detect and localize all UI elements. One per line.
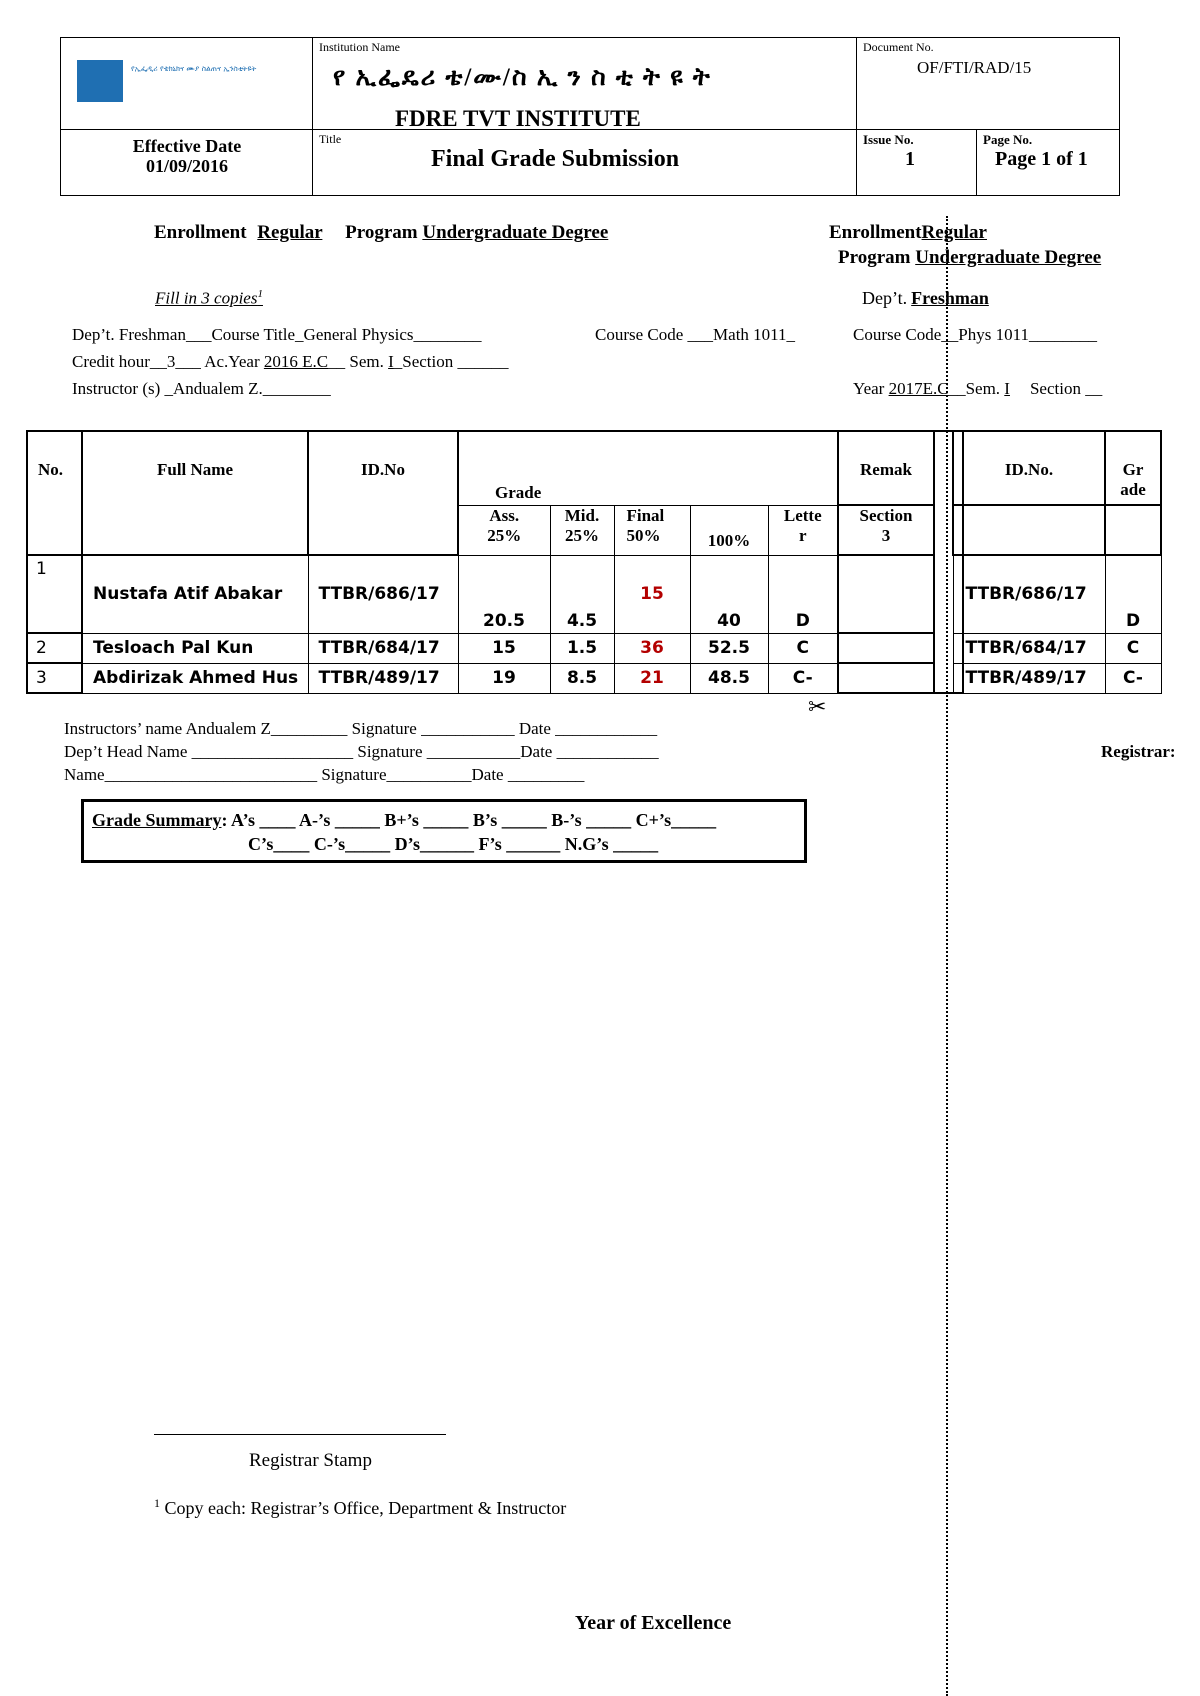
page-no: Page 1 of 1	[995, 148, 1088, 170]
copy-row-id: TTBR/489/17	[953, 663, 1105, 693]
right-year-prefix: Year	[853, 379, 889, 398]
summary-line-1-text: : A’s ____ A-’s _____ B+’s _____ B’s _____ B-’s _____ C+’s_____	[221, 810, 717, 830]
instructor-signature-line: Instructors’ name Andualem Z_________ Signature ___________ Date ____________	[64, 719, 658, 738]
row-final: 21	[614, 663, 690, 693]
copy-blank	[953, 505, 1105, 555]
section-label-a: Section	[859, 506, 913, 525]
institution-cell	[313, 38, 857, 130]
right-enrollment-line	[829, 222, 987, 244]
page-cell	[977, 130, 1119, 195]
copy-row-id: TTBR/686/17	[953, 555, 1105, 633]
row-no: 1	[27, 555, 82, 633]
row-mid: 1.5	[550, 633, 614, 663]
ac-year: 2016 E.C	[263, 352, 329, 371]
copy-row	[953, 555, 1161, 633]
title-label: Title	[319, 132, 342, 146]
col-ass-header	[458, 505, 550, 555]
right-enrollment-label: Enrollment	[829, 222, 922, 243]
stamp-line	[154, 1434, 446, 1435]
letter-label-b: r	[798, 525, 807, 545]
row-mid: 4.5	[550, 555, 614, 633]
row-id: TTBR/684/17	[308, 633, 458, 663]
dept-course-line: Dep’t. Freshman___Course Title_General Physics________	[72, 325, 482, 344]
right-program-value: Undergraduate Degree	[915, 247, 1102, 268]
copy-id-header: ID.No.	[953, 431, 1105, 505]
right-sem: I	[1004, 379, 1010, 398]
logo-cell	[61, 38, 313, 130]
institution-english: FDRE TVT INSTITUTE	[395, 106, 641, 128]
copy-row-grade: C-	[1105, 663, 1161, 693]
fill-copies-note	[155, 288, 263, 309]
table-row	[27, 555, 963, 633]
col-no-header: No.	[27, 431, 82, 555]
col-grade-header: Grade	[458, 431, 838, 505]
summary-line-2: C’s____ C-’s_____ D’s______ F’s ______ N.G’s _____	[248, 834, 659, 854]
final-pct: 50%	[626, 525, 661, 545]
row-name: Tesloach Pal Kun	[82, 633, 308, 663]
document-no: OF/FTI/RAD/15	[917, 58, 1032, 77]
grade-table	[26, 430, 964, 694]
issue-no: 1	[905, 148, 915, 170]
ass-pct: 25%	[487, 525, 522, 545]
fill-note-sup: 1	[257, 288, 263, 300]
instructor-line: Instructor (s) _Andualem Z.________	[72, 379, 331, 398]
row-ass: 15	[458, 633, 550, 663]
page-label: Page No.	[983, 132, 1033, 147]
col-section-header	[838, 505, 934, 555]
footnote-text: Copy each: Registrar’s Office, Department & Instructor	[160, 1498, 567, 1518]
right-dept-label: Dep’t.	[862, 288, 908, 308]
letter-label-a: Lette	[783, 505, 822, 525]
credit-prefix: Credit hour__3___ Ac.Year	[72, 352, 264, 371]
document-no-cell	[857, 38, 1119, 130]
row-ass: 20.5	[458, 555, 550, 633]
effective-date: 01/09/2016	[145, 156, 228, 176]
program-value: Undergraduate Degree	[422, 222, 609, 243]
issue-label: Issue No.	[863, 132, 914, 147]
right-year-line	[853, 379, 1102, 399]
registrar-stamp: Registrar Stamp	[249, 1450, 372, 1471]
col-mid-header	[550, 505, 614, 555]
right-year: 2017E.C	[888, 379, 949, 398]
footnote-sup: 1	[154, 1496, 160, 1510]
registrar-label: Registrar:	[1101, 742, 1176, 761]
credit-line	[72, 352, 509, 372]
document-header	[60, 37, 1120, 196]
copy-row-grade: D	[1105, 555, 1161, 633]
title-cell	[313, 130, 857, 195]
copy-grade-b: ade	[1120, 480, 1146, 499]
row-no: 3	[27, 663, 82, 693]
row-final: 15	[614, 555, 690, 633]
mid-label: Mid.	[564, 505, 600, 525]
row-name: Abdirizak Ahmed Hus	[82, 663, 308, 693]
col-remark-header: Remak	[838, 431, 934, 505]
logo-text: የኢፌዲሪ የቴክኒክና ሙያ ስልጠና ኢንስቲትዩት	[131, 64, 257, 73]
final-label: Final	[626, 505, 665, 525]
row-id: TTBR/489/17	[308, 663, 458, 693]
right-program-line	[838, 247, 1101, 269]
copy-row	[953, 663, 1161, 693]
row-remark	[838, 663, 934, 693]
institution-label: Institution Name	[319, 40, 400, 54]
summary-line-1	[92, 810, 716, 831]
row-letter: C-	[768, 663, 838, 693]
ass-label: Ass.	[489, 505, 520, 525]
col-name-header: Full Name	[82, 431, 308, 555]
program-label: Program	[345, 222, 418, 243]
semester: I	[388, 352, 394, 371]
row-letter: D	[768, 555, 838, 633]
right-program-label: Program	[838, 247, 911, 268]
effective-date-label: Effective Date	[132, 136, 242, 156]
institution-amharic: የ ኢፌዴሪ ቴ/ሙ/ስ ኢ ን ስ ቲ ት ዩ ት	[333, 64, 712, 91]
name-signature-line: Name_________________________ Signature__________Date _________	[64, 765, 585, 784]
col-id-header: ID.No	[308, 431, 458, 555]
section-suffix: _Section ______	[393, 352, 509, 371]
copy-grade-header	[1105, 431, 1161, 505]
right-course-code-line: Course Code__Phys 1011________	[853, 325, 1097, 344]
head-signature-line: Dep’t Head Name ___________________ Signature ___________Date ____________	[64, 742, 659, 761]
row-no: 2	[27, 633, 82, 663]
effective-date-cell	[61, 130, 313, 195]
enrollment-line	[154, 222, 608, 244]
mid-pct: 25%	[565, 525, 599, 545]
credit-mid: __ Sem.	[328, 352, 389, 371]
row-total: 48.5	[690, 663, 768, 693]
copy-row-id: TTBR/684/17	[953, 633, 1105, 663]
right-dept-line	[862, 288, 989, 309]
summary-label: Grade Summary	[92, 810, 222, 830]
footnote	[154, 1496, 566, 1519]
document-label: Document No.	[863, 40, 934, 54]
row-total: 40	[690, 555, 768, 633]
fill-note-text: Fill in 3 copies	[155, 288, 258, 308]
copy-table	[952, 430, 1162, 694]
grade-summary-box	[81, 799, 807, 863]
row-mid: 8.5	[550, 663, 614, 693]
scissors-icon: ✂	[808, 694, 827, 719]
table-row	[27, 633, 963, 663]
right-sem-prefix: __Sem.	[948, 379, 1005, 398]
row-remark	[838, 633, 934, 663]
enrollment-label: Enrollment	[154, 222, 247, 243]
copy-row-grade: C	[1105, 633, 1161, 663]
row-letter: C	[768, 633, 838, 663]
motto: Year of Excellence	[575, 1612, 732, 1634]
issue-cell	[857, 130, 977, 195]
row-id: TTBR/686/17	[308, 555, 458, 633]
copy-row	[953, 633, 1161, 663]
section-label-b: 3	[881, 526, 891, 545]
right-dept-value: Freshman	[911, 288, 989, 308]
cut-line	[946, 216, 948, 1696]
right-section: Section __	[1029, 379, 1103, 398]
institute-logo-icon	[77, 60, 123, 102]
form-title: Final Grade Submission	[431, 146, 680, 172]
right-enrollment-value: Regular	[921, 222, 987, 243]
course-code-line: Course Code ___Math 1011_	[595, 325, 796, 344]
row-final: 36	[614, 633, 690, 663]
col-letter-header	[768, 505, 838, 555]
row-ass: 19	[458, 663, 550, 693]
row-total: 52.5	[690, 633, 768, 663]
row-remark	[838, 555, 934, 633]
enrollment-value: Regular	[257, 222, 323, 243]
row-name: Nustafa Atif Abakar	[82, 555, 308, 633]
copy-blank	[1105, 505, 1161, 555]
table-row	[27, 663, 963, 693]
col-total-header: 100%	[690, 505, 768, 555]
col-final-header	[614, 505, 690, 555]
copy-grade-a: Gr	[1122, 460, 1144, 479]
